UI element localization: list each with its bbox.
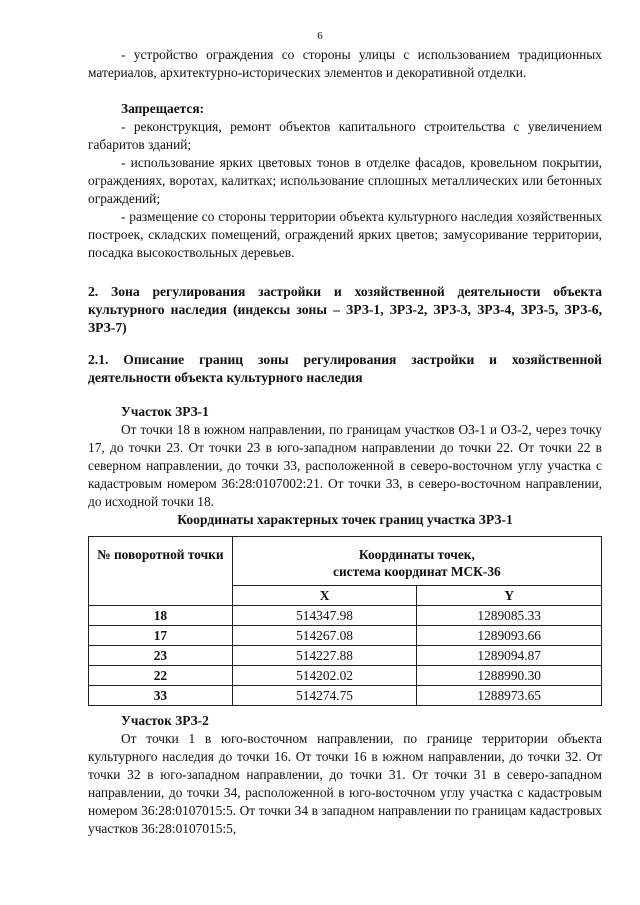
cell-y: 1288973.65	[417, 686, 602, 706]
section-2-1-heading: 2.1. Описание границ зоны регулирования застройки и хозяйственной деятельности объекта культурного наследия	[88, 352, 602, 385]
cell-y: 1289093.66	[417, 626, 602, 646]
coordinates-table	[88, 536, 602, 706]
plot-zrz2-title: Участок ЗРЗ-2	[121, 713, 209, 728]
header-coords	[232, 537, 601, 586]
table-row	[89, 666, 602, 686]
cell-x: 514202.02	[232, 666, 417, 686]
plot-zrz1-description: От точки 18 в южном направлении, по границам участков ОЗ-1 и ОЗ-2, через точку 17, до точки 23. От точки 23 в юго-западном направлении до точки 22. От точки 22 в северном направлении, до точки 33, расположенной в северо-восточном углу участка с кадастровым номером 36:28:0107002:21. От точки 33, в северо-восточном направлении, до исходной точки 18.	[88, 422, 602, 509]
cell-point: 17	[89, 626, 233, 646]
header-coords-line2: система координат МСК-36	[333, 564, 501, 579]
table-row	[89, 626, 602, 646]
cell-point: 22	[89, 666, 233, 686]
cell-x: 514347.98	[232, 606, 417, 626]
header-x: X	[232, 586, 417, 606]
header-point: № поворотной точки	[89, 537, 233, 606]
section-2-heading: 2. Зона регулирования застройки и хозяйственной деятельности объекта культурного наследия (индексы зоны – ЗРЗ-1, ЗРЗ-2, ЗРЗ-3, ЗРЗ-4, ЗРЗ-5, ЗРЗ-6, ЗРЗ-7)	[88, 284, 602, 335]
table-row	[89, 686, 602, 706]
cell-x: 514274.75	[232, 686, 417, 706]
cell-point: 23	[89, 646, 233, 666]
header-coords-line1: Координаты точек,	[358, 547, 475, 562]
cell-y: 1289094.87	[417, 646, 602, 666]
cell-x: 514227.88	[232, 646, 417, 666]
cell-point: 18	[89, 606, 233, 626]
cell-y: 1288990.30	[417, 666, 602, 686]
table-row	[89, 606, 602, 626]
table-row	[89, 646, 602, 666]
page-number: 6	[317, 30, 323, 42]
header-y: Y	[417, 586, 602, 606]
cell-point: 33	[89, 686, 233, 706]
intro-list-item: - устройство ограждения со стороны улицы с использованием традиционных материалов, архитектурно-исторических элементов и декоративной отделки.	[88, 47, 602, 80]
plot-zrz1-title: Участок ЗРЗ-1	[121, 404, 209, 419]
cell-x: 514267.08	[232, 626, 417, 646]
table-title: Координаты характерных точек границ участка ЗРЗ-1	[177, 512, 513, 527]
prohibited-item: - реконструкция, ремонт объектов капитального строительства с увеличением габаритов зданий;	[88, 119, 602, 152]
plot-zrz2-description: От точки 1 в юго-восточном направлении, по границе территории объекта культурного наследия до точки 16. От точки 16 в южном направлении, до точки 32. От точки 32 в юго-западном направлении, до точки 31. От точки 31 в северо-западном направлении, до точки 34, расположенной в юго-восточном углу участка с кадастровым номером 36:28:0107015:5. От точки 34 в западном направлении по границам кадастровых участков 36:28:0107015:5,	[88, 731, 602, 836]
prohibited-heading: Запрещается:	[121, 101, 205, 116]
cell-y: 1289085.33	[417, 606, 602, 626]
prohibited-item: - размещение со стороны территории объекта культурного наследия хозяйственных построек, складских помещений, ограждений ярких цветов; замусоривание территории, посадка высокоствольных деревьев.	[88, 209, 602, 260]
prohibited-item: - использование ярких цветовых тонов в отделке фасадов, кровельном покрытии, ограждениях, воротах, калитках; использование сплошных металлических или бетонных ограждений;	[88, 155, 602, 206]
